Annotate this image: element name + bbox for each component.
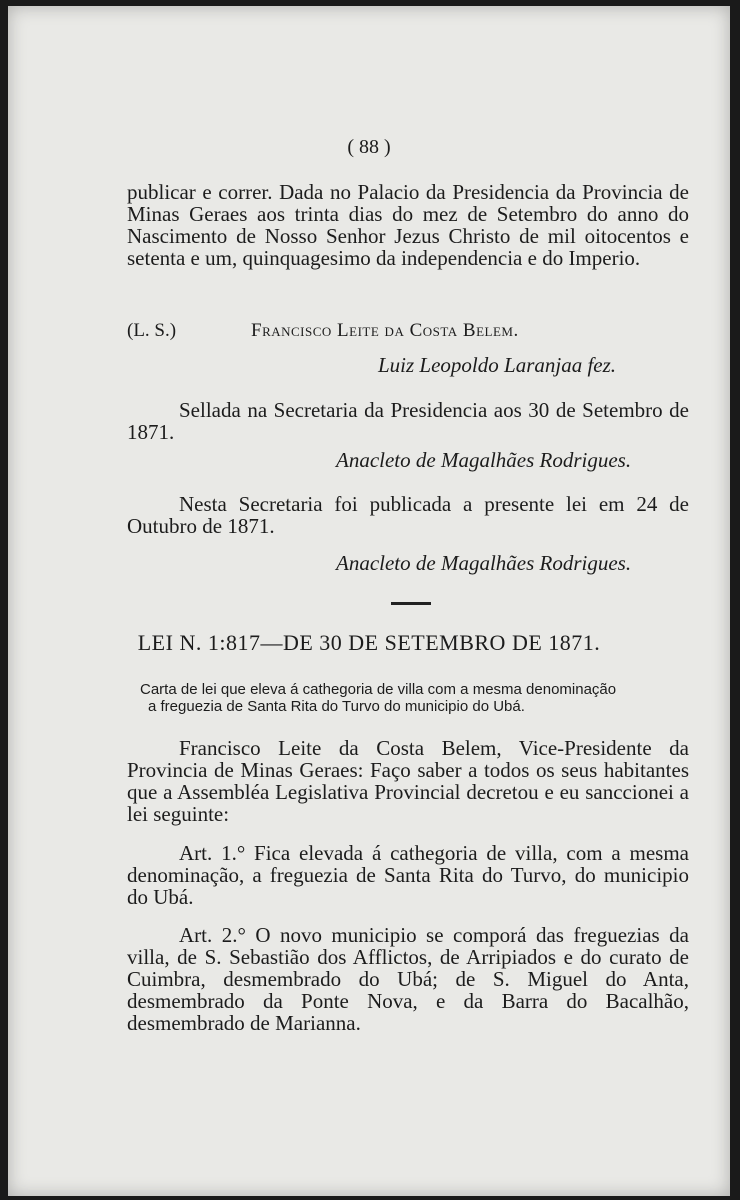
summary-line-1: Carta de lei que eleva á cathegoria de villa com a mesma denominação — [140, 681, 617, 698]
signature-anacleto-2: Anacleto de Magalhães Rodrigues. — [336, 551, 632, 575]
article-1: Art. 1.° Fica elevada á cathegoria de villa, com a mesma denominação, a freguezia de Santa Rita do Turvo, do municipio do Ubá. — [127, 841, 689, 909]
signer-name: Francisco Leite da Costa Belem. — [251, 320, 519, 341]
page-number: ( 88 ) — [347, 136, 391, 158]
book-page — [8, 6, 730, 1196]
signature-anacleto-1: Anacleto de Magalhães Rodrigues. — [336, 448, 632, 472]
law-summary — [140, 681, 688, 715]
paragraph-publicada: Nesta Secretaria foi publicada a presente lei em 24 de Outubro de 1871. — [127, 492, 689, 538]
signature-laranjaa: Luiz Leopoldo Laranjaa fez. — [378, 353, 617, 377]
summary-line-2: a freguezia de Santa Rita do Turvo do municipio do Ubá. — [148, 698, 525, 715]
seal-mark: (L. S.) — [127, 320, 177, 341]
paragraph-decree-closing: publicar e correr. Dada no Palacio da Presidencia da Provincia de Minas Geraes aos trinta dias do mez de Setembro do anno do Nascimento de Nosso Senhor Jezus Christo de mil oitocentos e setenta e um, quinquagesimo da independencia e do Imperio. — [127, 180, 689, 270]
law-title: LEI N. 1:817—DE 30 DE SETEMBRO DE 1871. — [137, 630, 601, 655]
section-divider — [391, 602, 431, 605]
paragraph-sellada: Sellada na Secretaria da Presidencia aos 30 de Setembro de 1871. — [127, 398, 689, 444]
article-2: Art. 2.° O novo municipio se comporá das freguezias da villa, de S. Sebastião dos Afflictos, de Arripiados e do curato de Cuimbra, desmembrado do Ubá; de S. Miguel do Anta, desmembrado da Ponte Nova, e da Barra do Bacalhão, desmembrado de Marianna. — [127, 923, 689, 1035]
paragraph-preamble: Francisco Leite da Costa Belem, Vice-Presidente da Provincia de Minas Geraes: Faço saber a todos os seus habitantes que a Assembléa Legislativa Provincial decretou e eu sanccionei a lei seguinte: — [127, 736, 689, 826]
